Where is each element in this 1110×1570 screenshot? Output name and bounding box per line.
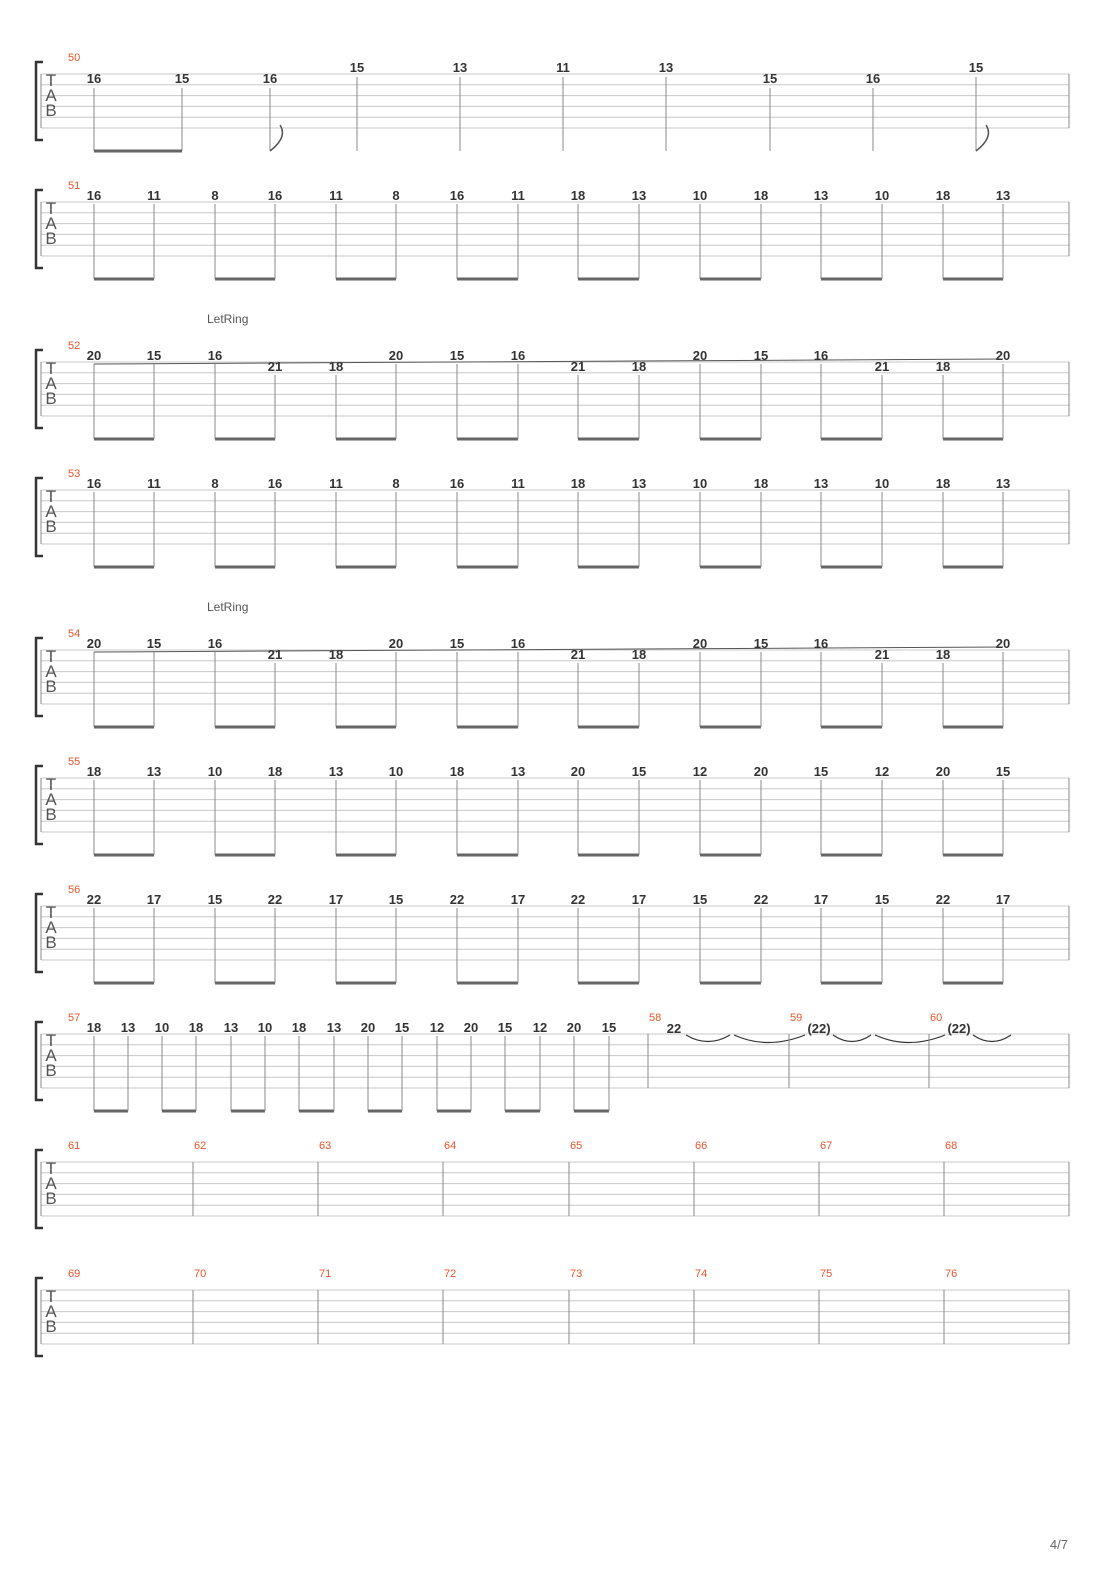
fret-number: 18	[570, 476, 586, 491]
fret-number: 15	[874, 892, 890, 907]
fret-number: 18	[188, 1020, 204, 1035]
fret-number: 18	[291, 1020, 307, 1035]
fret-number: 20	[360, 1020, 376, 1035]
tab-clef-letter: A	[45, 662, 57, 681]
fret-number: 17	[328, 892, 344, 907]
measure-number: 72	[444, 1268, 457, 1280]
fret-number: 16	[449, 188, 465, 203]
fret-number: 16	[207, 348, 223, 363]
tab-clef-letter: T	[45, 1031, 57, 1050]
fret-number: 12	[874, 764, 890, 779]
fret-number: 12	[692, 764, 708, 779]
fret-number: 10	[207, 764, 223, 779]
measure-number: 54	[68, 628, 81, 640]
tab-clef-letter: T	[45, 71, 57, 90]
fret-number: 16	[262, 71, 278, 86]
fret-number: 13	[995, 188, 1011, 203]
fret-number: 10	[692, 188, 708, 203]
measure-number: 71	[319, 1268, 332, 1280]
fret-number: 15	[388, 892, 404, 907]
fret-number: 16	[449, 476, 465, 491]
fret-number: 15	[968, 60, 984, 75]
fret-number: (22)	[807, 1021, 831, 1036]
tab-clef-letter: B	[45, 1189, 57, 1208]
measure-number: 59	[790, 1012, 803, 1024]
measure-number: 67	[820, 1140, 833, 1152]
fret-number: 18	[631, 359, 647, 374]
fret-number: 22	[935, 892, 951, 907]
measure-number: 73	[570, 1268, 583, 1280]
tab-clef-letter: A	[45, 502, 57, 521]
fret-number: 20	[692, 348, 708, 363]
fret-number: 15	[497, 1020, 513, 1035]
fret-number: 21	[267, 647, 283, 662]
fret-number: 16	[86, 188, 102, 203]
page-number: 4/7	[1049, 1537, 1068, 1552]
tab-clef-letter: A	[45, 374, 57, 393]
measure-number: 75	[820, 1268, 833, 1280]
measure-number: 65	[570, 1140, 583, 1152]
fret-number: 18	[449, 764, 465, 779]
tab-clef-letter: A	[45, 86, 57, 105]
fret-number: 12	[532, 1020, 548, 1035]
fret-number: 15	[394, 1020, 410, 1035]
fret-number: 18	[86, 1020, 102, 1035]
fret-number: 13	[120, 1020, 136, 1035]
note-flag	[270, 125, 282, 151]
fret-number: 22	[86, 892, 102, 907]
fret-number: 13	[223, 1020, 239, 1035]
fret-number: 20	[995, 636, 1011, 651]
fret-number: 20	[570, 764, 586, 779]
fret-number: 8	[392, 188, 400, 203]
measure-number: 70	[194, 1268, 207, 1280]
fret-number: 17	[631, 892, 647, 907]
fret-number: 8	[211, 188, 219, 203]
fret-number: 10	[874, 476, 890, 491]
measure-number: 57	[68, 1012, 81, 1024]
fret-number: 13	[631, 188, 647, 203]
fret-number: 18	[328, 359, 344, 374]
fret-number: 15	[146, 348, 162, 363]
tab-clef-letter: B	[45, 677, 57, 696]
fret-number: 20	[463, 1020, 479, 1035]
tab-clef-letter: T	[45, 359, 57, 378]
fret-number: 17	[510, 892, 526, 907]
fret-number: 16	[86, 71, 102, 86]
fret-number: 17	[995, 892, 1011, 907]
measure-number: 58	[649, 1012, 662, 1024]
tab-clef-letter: A	[45, 790, 57, 809]
fret-number: 20	[388, 636, 404, 651]
fret-number: 13	[813, 188, 829, 203]
fret-number: 18	[753, 188, 769, 203]
fret-number: 16	[865, 71, 881, 86]
measure-number: 62	[194, 1140, 207, 1152]
fret-number: 16	[86, 476, 102, 491]
measure-number: 56	[68, 884, 81, 896]
fret-number: 16	[267, 476, 283, 491]
tab-clef-letter: T	[45, 199, 57, 218]
fret-number: 18	[86, 764, 102, 779]
tab-clef-letter: T	[45, 647, 57, 666]
tie-arc	[875, 1035, 945, 1043]
tab-clef-letter: T	[45, 1159, 57, 1178]
tab-clef-letter: T	[45, 487, 57, 506]
fret-number: 11	[511, 476, 525, 491]
fret-number: 13	[995, 476, 1011, 491]
fret-number: 13	[631, 476, 647, 491]
measure-number: 66	[695, 1140, 708, 1152]
measure-number: 55	[68, 756, 81, 768]
fret-number: 20	[86, 636, 102, 651]
fret-number: 8	[211, 476, 219, 491]
fret-number: 15	[753, 348, 769, 363]
fret-number: 18	[267, 764, 283, 779]
tab-clef-letter: B	[45, 229, 57, 248]
fret-number: 18	[935, 647, 951, 662]
tab-clef-letter: A	[45, 214, 57, 233]
tab-clef-letter: B	[45, 517, 57, 536]
measure-number: 51	[68, 180, 81, 192]
measure-number: 60	[930, 1012, 943, 1024]
tie-arc	[973, 1035, 1011, 1042]
tab-clef-letter: B	[45, 1061, 57, 1080]
fret-number: 15	[449, 348, 465, 363]
tab-clef-letter: B	[45, 933, 57, 952]
tab-clef-letter: B	[45, 805, 57, 824]
fret-number: 15	[995, 764, 1011, 779]
fret-number: 10	[874, 188, 890, 203]
fret-number: 8	[392, 476, 400, 491]
fret-number: 22	[666, 1021, 682, 1036]
fret-number: 11	[329, 476, 343, 491]
fret-number: 18	[570, 188, 586, 203]
fret-number: 18	[631, 647, 647, 662]
tab-clef-letter: B	[45, 389, 57, 408]
fret-number: 12	[429, 1020, 445, 1035]
fret-number: 20	[692, 636, 708, 651]
fret-number: 17	[146, 892, 162, 907]
tie-arc	[686, 1035, 730, 1042]
fret-number: 22	[753, 892, 769, 907]
measure-number: 61	[68, 1140, 81, 1152]
fret-number: 20	[388, 348, 404, 363]
fret-number: 20	[935, 764, 951, 779]
fret-number: 11	[511, 188, 525, 203]
fret-number: 22	[267, 892, 283, 907]
fret-number: 13	[452, 60, 468, 75]
fret-number: 16	[510, 348, 526, 363]
tab-clef-letter: A	[45, 1174, 57, 1193]
fret-number: 17	[813, 892, 829, 907]
fret-number: 15	[813, 764, 829, 779]
fret-number: 10	[257, 1020, 273, 1035]
fret-number: 10	[154, 1020, 170, 1035]
measure-number: 53	[68, 468, 81, 480]
fret-number: 22	[570, 892, 586, 907]
fret-number: 13	[328, 764, 344, 779]
fret-number: 16	[207, 636, 223, 651]
fret-number: 10	[388, 764, 404, 779]
fret-number: 11	[556, 60, 570, 75]
fret-number: 15	[349, 60, 365, 75]
fret-number: 11	[147, 476, 161, 491]
fret-number: 20	[995, 348, 1011, 363]
tab-clef-letter: T	[45, 1287, 57, 1306]
measure-number: 52	[68, 340, 81, 352]
fret-number: 15	[146, 636, 162, 651]
fret-number: 18	[328, 647, 344, 662]
fret-number: 16	[813, 636, 829, 651]
tab-clef-letter: A	[45, 1046, 57, 1065]
fret-number: 18	[935, 359, 951, 374]
fret-number: 15	[631, 764, 647, 779]
tab-clef-letter: B	[45, 1317, 57, 1336]
tab-clef-letter: A	[45, 918, 57, 937]
fret-number: 15	[692, 892, 708, 907]
tab-clef-letter: T	[45, 903, 57, 922]
fret-number: 21	[267, 359, 283, 374]
fret-number: 20	[753, 764, 769, 779]
measure-number: 64	[444, 1140, 457, 1152]
fret-number: 13	[658, 60, 674, 75]
tie-arc	[833, 1035, 871, 1042]
let-ring-label: LetRing	[207, 312, 249, 326]
fret-number: 16	[813, 348, 829, 363]
tab-clef-letter: B	[45, 101, 57, 120]
fret-number: 13	[146, 764, 162, 779]
tab-clef-letter: T	[45, 775, 57, 794]
fret-number: 15	[762, 71, 778, 86]
fret-number: (22)	[947, 1021, 971, 1036]
fret-number: 15	[449, 636, 465, 651]
measure-number: 50	[68, 52, 81, 64]
fret-number: 21	[874, 359, 890, 374]
note-flag	[976, 125, 988, 151]
measure-number: 76	[945, 1268, 958, 1280]
fret-number: 16	[510, 636, 526, 651]
let-ring-label: LetRing	[207, 600, 249, 614]
fret-number: 10	[692, 476, 708, 491]
fret-number: 11	[147, 188, 161, 203]
fret-number: 16	[267, 188, 283, 203]
fret-number: 15	[174, 71, 190, 86]
fret-number: 13	[510, 764, 526, 779]
fret-number: 21	[570, 647, 586, 662]
fret-number: 15	[207, 892, 223, 907]
tie-arc	[734, 1035, 805, 1043]
fret-number: 20	[86, 348, 102, 363]
measure-number: 74	[695, 1268, 708, 1280]
fret-number: 15	[601, 1020, 617, 1035]
fret-number: 21	[570, 359, 586, 374]
fret-number: 18	[753, 476, 769, 491]
fret-number: 18	[935, 188, 951, 203]
fret-number: 22	[449, 892, 465, 907]
fret-number: 15	[753, 636, 769, 651]
fret-number: 18	[935, 476, 951, 491]
measure-number: 68	[945, 1140, 958, 1152]
tab-clef-letter: A	[45, 1302, 57, 1321]
fret-number: 13	[813, 476, 829, 491]
fret-number: 20	[566, 1020, 582, 1035]
fret-number: 13	[326, 1020, 342, 1035]
measure-number: 69	[68, 1268, 81, 1280]
fret-number: 11	[329, 188, 343, 203]
measure-number: 63	[319, 1140, 332, 1152]
fret-number: 21	[874, 647, 890, 662]
